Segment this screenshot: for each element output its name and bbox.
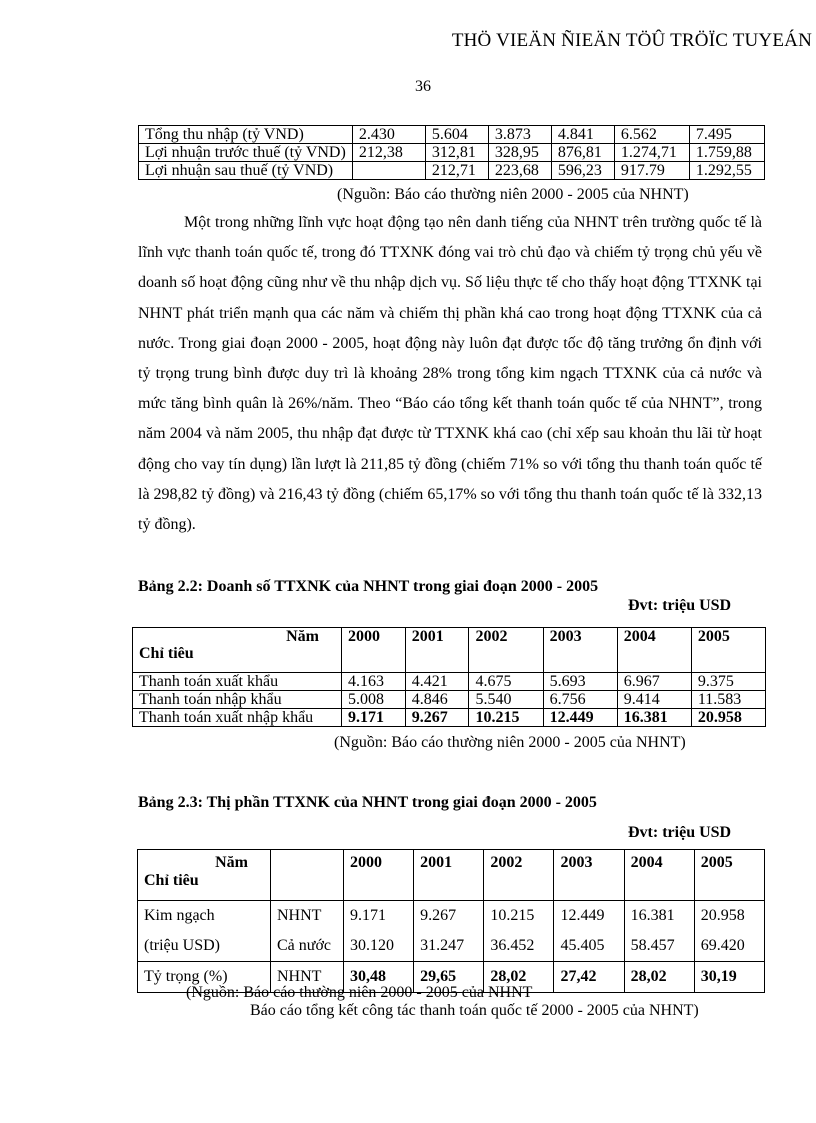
table3-source-1: (Nguồn: Báo cáo thường niên 2000 - 2005 của NHNT [186, 984, 533, 1001]
table3-unit: Đvt: triệu USD [628, 824, 732, 841]
row-label: Tổng thu nhập (tỷ VND) [139, 126, 353, 144]
year-header: 2005 [694, 850, 764, 901]
market-share-table [137, 849, 765, 993]
year-header: 2001 [405, 628, 469, 673]
table-row: Thanh toán xuất nhập khẩu 9.171 9.267 10.215 12.449 16.381 20.958 [133, 709, 766, 727]
page-number: 36 [415, 78, 431, 95]
table-row: Lợi nhuận trước thuế (tỷ VND) 212,38 312,81 328,95 876,81 1.274,71 1.759,88 [139, 144, 765, 162]
year-header: 2002 [469, 628, 543, 673]
year-header: 2003 [554, 850, 624, 901]
year-header: 2000 [342, 628, 406, 673]
year-header: 2004 [617, 628, 691, 673]
year-header: 2004 [624, 850, 694, 901]
corner-cell: Năm Chỉ tiêu [133, 628, 342, 673]
table3-caption: Bảng 2.3: Thị phần TTXNK của NHNT trong giai đoạn 2000 - 2005 [138, 794, 597, 811]
year-header: 2005 [691, 628, 765, 673]
table-row: Tổng thu nhập (tỷ VND) 2.430 5.604 3.873 4.841 6.562 7.495 [139, 126, 765, 144]
table3-source-2: Báo cáo tổng kết công tác thanh toán quốc tế 2000 - 2005 của NHNT) [250, 1002, 699, 1019]
table-row: (triệu USD) Cả nước 30.120 31.247 36.452 45.405 58.457 69.420 [138, 931, 765, 962]
corner-cell: Năm Chỉ tiêu [138, 850, 271, 901]
table-row: Thanh toán xuất khẩu 4.163 4.421 4.675 5.693 6.967 9.375 [133, 673, 766, 691]
row-label: Lợi nhuận trước thuế (tỷ VND) [139, 144, 353, 162]
table1-source: (Nguồn: Báo cáo thường niên 2000 - 2005 của NHNT) [337, 186, 689, 203]
table-header-row [138, 850, 765, 901]
year-header: 2000 [344, 850, 414, 901]
page-header: THÖ VIEÄN ÑIEÄN TÖÛ TRÖÏC TUYEÁN [451, 30, 812, 51]
turnover-table [132, 627, 766, 727]
body-paragraph: Một trong những lĩnh vực hoạt động tạo nên danh tiếng của NHNT trên trường quốc tế là lĩnh vực thanh toán quốc tế, trong đó TTXNK đóng vai trò chủ đạo và chiếm tỷ trọng chủ yếu về doanh số hoạt động cũng như về thu nhập dịch vụ. Số liệu thực tế cho thấy hoạt động TTXNK tại NHNT phát triển mạnh qua các năm và chiếm thị phần khá cao trong hoạt động TTXNK của cả nước. Trong giai đoạn 2000 - 2005, hoạt động này luôn đạt được tốc độ tăng trưởng ổn định với tỷ trọng trung bình được duy trì là khoảng 28% trong tổng kim ngạch TTXNK của cả nước và mức tăng bình quân là 26%/năm. Theo “Báo cáo tổng kết thanh toán quốc tế của NHNT”, trong năm 2004 và năm 2005, thu nhập đạt được từ TTXNK khá cao (chỉ xếp sau khoản thu lãi từ hoạt động cho vay tín dụng) lần lượt là 211,85 tỷ đồng (chiếm 71% so với tổng thu thanh toán quốc tế là 298,82 tỷ đồng) và 216,43 tỷ đồng (chiếm 65,17% so với tổng thu thanh toán quốc tế là 332,13 tỷ đồng). [138, 214, 762, 534]
table2-source: (Nguồn: Báo cáo thường niên 2000 - 2005 của NHNT) [334, 734, 686, 751]
year-header: 2003 [543, 628, 617, 673]
table2-unit: Đvt: triệu USD [628, 597, 732, 614]
table-header-row [133, 628, 766, 673]
table-row: Thanh toán nhập khẩu 5.008 4.846 5.540 6.756 9.414 11.583 [133, 691, 766, 709]
year-header: 2001 [414, 850, 484, 901]
table2-caption: Bảng 2.2: Doanh số TTXNK của NHNT trong giai đoạn 2000 - 2005 [138, 578, 599, 595]
year-header: 2002 [484, 850, 554, 901]
table-row: Kim ngạch NHNT 9.171 9.267 10.215 12.449 16.381 20.958 [138, 901, 765, 932]
income-table [138, 125, 765, 180]
row-label: Lợi nhuận sau thuế (tỷ VND) [139, 162, 353, 180]
table-row: Tỷ trọng (%) NHNT 30,48 29,65 28,02 27,42 28,02 30,19 [138, 962, 765, 993]
table-row: Lợi nhuận sau thuế (tỷ VND) 212,71 223,68 596,23 917.79 1.292,55 [139, 162, 765, 180]
